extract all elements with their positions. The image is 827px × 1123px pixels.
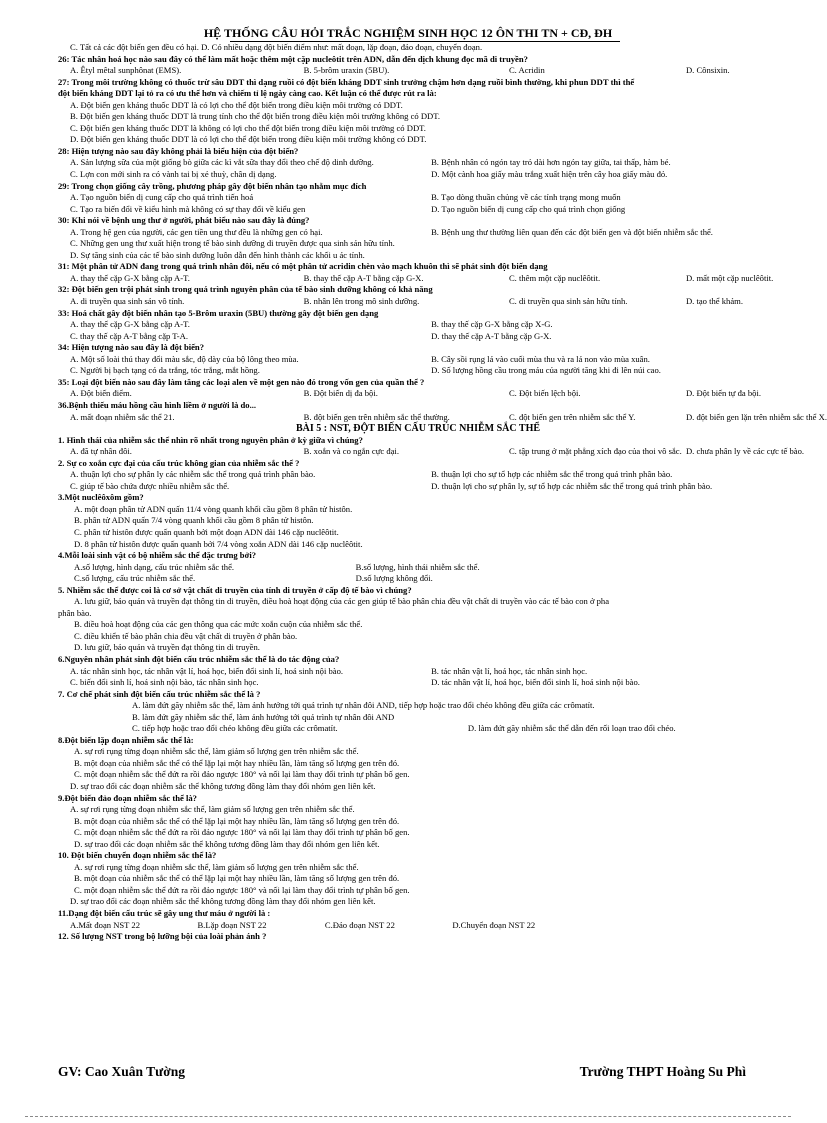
answer-row: [58, 65, 778, 77]
question-stem: 9.Đột biến đảo đoạn nhiễm sắc thể là?: [58, 792, 197, 803]
answer-option: C. một đoạn nhiễm sắc thể đứt ra rồi đảo ngược 180° và nối lại làm thay đổi trình tự phân bố gen.: [74, 769, 410, 780]
question-stem: 30: Khi nói về bệnh ung thư ở người, phát biểu nào sau đây là đúng?: [58, 215, 310, 226]
answer-option: A. thay thế cặp G-X bằng cặp A-T.: [70, 272, 190, 283]
question-list: [58, 42, 827, 943]
answer-option: B. nhân lên trong mô sinh dưỡng.: [303, 296, 420, 307]
answer-row: [58, 354, 778, 366]
answer-row: [58, 319, 778, 331]
answer-option: D. tác nhân vật lí, hoá học, biến đổi sinh lí, hoá sinh nội bào.: [431, 677, 640, 688]
answer-option: A. mất đoạn nhiễm sắc thể 21.: [70, 411, 175, 422]
answer-option: B. phân tử ADN quấn 7/4 vòng quanh khối cầu gồm 8 phân tử histôn.: [74, 515, 314, 526]
question-stem: 7. Cơ chế phát sinh đột biến cấu trúc nhiễm sắc thể là ?: [58, 688, 261, 699]
answer-option: C. Acridin: [508, 65, 545, 76]
question-stem: 1. Hình thái của nhiễm sắc thể nhìn rõ nhất trong nguyên phân ở kỳ giữa vì chúng?: [58, 434, 363, 445]
answer-option: A. Một số loài thú thay đổi màu sắc, độ dày của bộ lông theo mùa.: [70, 353, 299, 364]
footer-teacher: GV: Cao Xuân Tường: [58, 1064, 185, 1079]
answer-option: C. giúp tế bào chứa được nhiều nhiễm sắc thể.: [70, 480, 230, 491]
answer-option: A.số lượng, hình dạng, cấu trúc nhiễm sắc thể.: [74, 561, 235, 572]
answer-option: A. sự rơi rụng từng đoạn nhiễm sắc thể, làm giảm số lượng gen trên nhiễm sắc thể.: [74, 746, 359, 757]
answer-option: D. Một cành hoa giấy màu trắng xuất hiện trên cây hoa giấy màu đỏ.: [431, 169, 668, 180]
question-stem: 31: Một phân tử ADN đang trong quá trình nhân đôi, nếu có một phân tử acridin chèn vào mạch khuôn thì sẽ phát sinh đột biến dạng: [58, 261, 548, 272]
answer-option: C. đột biến gen trên nhiễm sắc thể Y.: [508, 411, 636, 422]
answer-option: B. Đột biến gen kháng thuốc DDT là trung tính cho thể đột biến trong điều kiện môi trường không có DDT.: [70, 111, 441, 122]
answer-option: A. di truyền qua sinh sản vô tính.: [70, 296, 185, 307]
answer-row: [58, 157, 778, 169]
question-stem: 27: Trong môi trường không có thuốc trừ sâu DDT thì dạng ruồi có đột biến kháng DDT sinh trưởng chậm hơn dạng ruồi bình thường, khi phun DDT thì thể: [58, 76, 635, 87]
answer-option: D. sự trao đổi các đoạn nhiễm sắc thể không tương đồng làm thay đổi nhóm gen liên kết.: [74, 838, 380, 849]
answer-row: [58, 227, 778, 239]
answer-row: [58, 169, 778, 181]
answer-option: B. một đoạn của nhiễm sắc thể có thể lặp lại một hay nhiều lần, làm tăng số lượng gen trên đó.: [74, 815, 400, 826]
answer-option: A. lưu giữ, bảo quản và truyền đạt thông tin di truyền, điều hoà hoạt động của các gen giúp tế bào phân chia đều vật chất di truyền vào các tế bào con ở pha: [74, 596, 610, 607]
answer-option: C. một đoạn nhiễm sắc thể đứt ra rồi đảo ngược 180° và nối lại làm thay đổi trình tự phân bố gen.: [74, 827, 410, 838]
answer-option: A. Đột biến gen kháng thuốc DDT là có lợi cho thể đột biến trong điều kiện môi trường có DDT.: [70, 99, 403, 110]
answer-option: C. Người bị bạch tạng có da trắng, tóc trắng, mắt hồng.: [70, 365, 260, 376]
answer-option: A. tác nhân sinh học, tác nhân vật lí, hoá học, biến đổi sinh lí, hoá sinh nội bào.: [70, 665, 344, 676]
answer-option: A. Trong hệ gen của người, các gen tiền ung thư đều là những gen có hại.: [70, 226, 323, 237]
answer-option: C. biến đổi sinh lí, hoá sinh nội bào, tác nhân sinh học.: [70, 677, 259, 688]
answer-option: C. tập trung ở mặt phẳng xích đạo của thoi vô sắc.: [508, 446, 682, 457]
answer-option: A.Mất đoạn NST 22: [70, 919, 141, 930]
answer-option: D. mất một cặp nuclêôtit.: [685, 272, 774, 283]
answer-option: C. Lợn con mới sinh ra có vành tai bị xẻ thuỳ, chân dị dạng.: [70, 169, 277, 180]
answer-row: [58, 388, 778, 400]
answer-option: B. Bệnh ung thư thường liên quan đến các đột biến gen và đột biến nhiễm sắc thể.: [431, 226, 713, 237]
answer-option: C. tiếp hợp hoặc trao đổi chéo không đều giữa các crômatít.: [132, 723, 338, 734]
answer-option: A. sự rơi rụng từng đoạn nhiễm sắc thể, làm giảm số lượng gen trên nhiễm sắc thể.: [70, 804, 355, 815]
answer-option: C. thay thế cặp A-T bằng cặp T-A.: [70, 330, 188, 341]
answer-row: [58, 365, 778, 377]
answer-option: B. Đột biến dị đa bội.: [303, 388, 378, 399]
answer-option: C. di truyền qua sinh sản hữu tính.: [508, 296, 628, 307]
answer-option: B. một đoạn của nhiễm sắc thể có thể lặp lại một hay nhiều lần, làm tăng số lượng gen trên đó.: [74, 757, 400, 768]
answer-option: D.số lượng không đổi.: [355, 573, 433, 584]
answer-row: [58, 331, 778, 343]
answer-row: [58, 920, 778, 932]
answer-row: [58, 573, 778, 585]
answer-option: D. 8 phân tử histôn được quấn quanh bởi 7/4 vòng xoắn ADN dài 146 cặp nuclêôtit.: [74, 538, 363, 549]
answer-option: C. Đột biến gen kháng thuốc DDT là không có lợi cho thể đột biến trong điều kiện môi trường có DDT.: [70, 122, 426, 133]
question-stem: 8.Đột biến lặp đoạn nhiễm sắc thể là:: [58, 734, 194, 745]
answer-option: D. sự trao đổi các đoạn nhiễm sắc thể không tương đồng làm thay đổi nhóm gen liên kết.: [70, 781, 376, 791]
answer-option: D. làm đứt gãy nhiễm sắc thể dẫn đến rối loạn trao đổi chéo.: [467, 723, 676, 734]
answer-option: D. tạo thể khảm.: [685, 296, 743, 307]
question-stem: 6.Nguyên nhân phát sinh đột biến cấu trúc nhiễm sắc thể là do tác động của?: [58, 653, 340, 664]
question-stem: 34: Hiện tượng nào sau đây là đột biến?: [58, 342, 205, 353]
answer-option: A. Sản lượng sữa của một giống bò giữa các kì vắt sữa thay đổi theo chế độ dinh dưỡng.: [70, 157, 374, 168]
answer-option: A. sự rơi rụng từng đoạn nhiễm sắc thể, làm giảm số lượng gen trên nhiễm sắc thể.: [74, 861, 359, 872]
answer-option: B. thay thế cặp A-T bằng cặp G-X.: [303, 272, 424, 283]
question-stem: 4.Mỗi loài sinh vật có bộ nhiễm sắc thể đặc trưng bởi?: [58, 550, 257, 561]
answer-option: A. thay thế cặp G-X bằng cặp A-T.: [70, 319, 190, 330]
answer-option: B. làm đứt gãy nhiễm sắc thể, làm ảnh hưởng tới quá trình tự nhân đôi AND: [132, 711, 395, 722]
answer-option: D. đột biến gen lặn trên nhiễm sắc thể X.: [685, 411, 827, 422]
answer-option: C. Tạo ra biến đổi về kiểu hình mà không có sự thay đổi về kiểu gen: [70, 203, 306, 214]
answer-row: [58, 192, 778, 204]
page-header: HỆ THỐNG CÂU HỎI TRẮC NGHIỆM SINH HỌC 12 ÔN THI TN + CĐ, ĐH: [203, 26, 613, 40]
answer-option: D. Sự tăng sinh của các tế bào sinh dưỡng luôn dẫn đến hình thành các khối u ác tính.: [70, 249, 365, 260]
answer-row: [58, 562, 778, 574]
answer-option: C. Đột biến lệch bội.: [508, 388, 581, 399]
question-stem: 12. Số lượng NST trong bộ lưỡng bội của loài phản ánh ?: [58, 931, 267, 942]
answer-option: D. lưu giữ, bảo quản và truyền đạt thông tin di truyền.: [74, 642, 260, 653]
answer-row: [58, 204, 778, 216]
section-title: BÀI 5 : NST, ĐỘT BIẾN CẤU TRÚC NHIỄM SẮC THỂ: [295, 423, 541, 435]
answer-option: C. Những gen ung thư xuất hiện trong tế bào sinh dưỡng di truyền được qua sinh sản hữu tính.: [70, 238, 395, 249]
answer-option: B. Tạo dòng thuần chủng về các tính trạng mong muốn: [431, 192, 621, 203]
answer-option: D. Cônsixin.: [685, 65, 730, 76]
answer-option: B. 5-brôm uraxin (5BU).: [303, 65, 390, 76]
answer-option: D. thay thế cặp A-T bằng cặp G-X.: [431, 330, 552, 341]
answer-option: B. Bệnh nhân có ngón tay trỏ dài hơn ngón tay giữa, tai thấp, hàm bé.: [431, 157, 671, 168]
answer-option: D. chưa phân ly về các cực tế bào.: [685, 446, 805, 457]
answer-option: D. Số lượng hồng cầu trong máu của người tăng khi đi lên núi cao.: [431, 365, 661, 376]
question-stem: 35: Loại đột biến nào sau đây làm tăng các loại alen về một gen nào đó trong vốn gen của quần thể ?: [58, 376, 425, 387]
question-stem: 3.Một nuclêôxôm gồm?: [58, 492, 144, 503]
answer-option: C. Tất cả các đột biến gen đều có hại. D. Có nhiều dạng đột biến điểm như: mất đoạn, lặp đoạn, đảo đoạn, chuyển đoạn.: [70, 42, 483, 52]
answer-option: D. sự trao đổi các đoạn nhiễm sắc thể không tương đồng làm thay đổi nhóm gen liên kết.: [70, 896, 376, 907]
question-stem: 29: Trong chọn giống cây trồng, phương pháp gây đột biến nhân tạo nhằm mục đích: [58, 180, 367, 191]
answer-option: A. Tạo nguồn biến dị cung cấp cho quá trình tiến hoá: [70, 192, 254, 203]
footer-rule: [25, 1116, 791, 1117]
question-stem: 26: Tác nhân hoá học nào sau đây có thể làm mất hoặc thêm một cặp nucleôtit trên ADN, dẫn đến dịch khung đọc mã di truyền?: [58, 53, 528, 64]
answer-option: A. một đoạn phân tử ADN quấn 11/4 vòng quanh khối cầu gồm 8 phân tử histôn.: [74, 503, 353, 514]
question-stem: 10. Đột biến chuyển đoạn nhiễm sắc thể là?: [58, 850, 217, 861]
answer-option: B.số lượng, hình thái nhiễm sắc thể.: [355, 561, 480, 572]
answer-row: [58, 666, 778, 678]
answer-row: [58, 677, 778, 689]
answer-row: [58, 273, 778, 285]
answer-option: D. Tạo nguồn biến dị cung cấp cho quá trình chọn giống: [431, 203, 626, 214]
answer-option: A. Đột biến điểm.: [70, 388, 132, 399]
answer-row: [58, 446, 805, 458]
answer-option: D. thuận lợi cho sự phân ly, sự tổ hợp các nhiễm sắc thể trong quá trình phân bào.: [431, 480, 713, 491]
answer-row: [58, 411, 827, 424]
answer-option: B. đột biến gen trên nhiễm sắc thể thường.: [303, 411, 450, 422]
question-stem: 33: Hoá chất gây đột biến nhân tạo 5-Brôm uraxin (5BU) thường gây đột biến gen dạng: [58, 307, 379, 318]
answer-continuation: phân bào.: [58, 607, 92, 618]
answer-option: C.Đảo đoạn NST 22: [324, 919, 395, 930]
answer-option: C. phân tử histôn được quấn quanh bởi một đoạn ADN dài 146 cặp nuclêôtit.: [74, 526, 339, 537]
answer-option: B. một đoạn của nhiễm sắc thể có thể lặp lại một hay nhiều lần, làm tăng số lượng gen trên đó.: [74, 873, 400, 884]
answer-option: B. xoắn và co ngắn cực đại.: [303, 446, 399, 457]
question-stem: 36.Bệnh thiếu máu hồng cầu hình liềm ở người là do...: [58, 399, 257, 410]
question-stem: đột biến kháng DDT lại tỏ ra có ưu thế hơn và chiếm tỉ lệ ngày càng cao. Kết luận có thể được rút ra là:: [58, 88, 437, 99]
question-stem: 32: Đột biến gen trội phát sinh trong quá trình nguyên phân của tế bào sinh dưỡng không có khả năng: [58, 284, 433, 295]
answer-option: A. làm đứt gãy nhiễm sắc thể, làm ảnh hưởng tới quá trình tự nhân đôi AND, tiếp hợp hoặc trao đổi chéo không đều giữa các crômatít.: [132, 700, 595, 711]
answer-option: C. thêm một cặp nuclêôtit.: [508, 272, 601, 283]
answer-option: B. thuận lợi cho sự tổ hợp các nhiễm sắc thể trong quá trình phân bào.: [431, 469, 673, 480]
answer-option: B. thay thế cặp G-X bằng cặp X-G.: [431, 319, 553, 330]
answer-option: A. Êtyl mêtal sunphônat (EMS).: [70, 65, 182, 76]
answer-option: B. Cây sồi rụng lá vào cuối mùa thu và ra lá non vào mùa xuân.: [431, 353, 650, 364]
answer-option: A. đã tự nhân đôi.: [70, 446, 132, 457]
question-stem: 28: Hiện tượng nào sau đây không phải là biểu hiện của đột biến?: [58, 145, 299, 156]
question-stem: 2. Sự co xoắn cực đại của cấu trúc không gian của nhiễm sắc thể ?: [58, 457, 300, 468]
answer-row: [58, 469, 778, 481]
answer-row: [58, 723, 778, 735]
answer-option: D. Đột biến tự đa bội.: [685, 388, 762, 399]
question-stem: 11.Dạng đột biến cấu trúc sẽ gây ung thư máu ở người là :: [58, 908, 271, 919]
answer-option: C. điều khiển tế bào phân chia đều vật chất di truyền ở phân bào.: [74, 630, 298, 641]
answer-row: [58, 296, 778, 308]
answer-option: D. Đột biến gen kháng thuốc DDT là có lợi cho thể đột biến trong điều kiện môi trường không có DDT.: [70, 134, 427, 145]
answer-row: [58, 481, 778, 493]
question-stem: 5. Nhiễm sắc thể được coi là cơ sở vật chất di truyền của tính di truyền ở cấp độ tế bào vì chúng?: [58, 584, 412, 595]
answer-option: B. tác nhân vật lí, hoá học, tác nhân sinh học.: [431, 665, 588, 676]
answer-option: B. điều hoà hoạt động của các gen thông qua các mức xoắn cuộn của nhiễm sắc thể.: [74, 619, 363, 630]
answer-option: B.Lặp đoạn NST 22: [197, 919, 267, 930]
answer-option: A. thuận lợi cho sự phân ly các nhiễm sắc thể trong quá trình phân bào.: [70, 469, 316, 480]
answer-option: D.Chuyển đoạn NST 22: [452, 919, 536, 930]
footer-school: Trường THPT Hoàng Su Phì: [579, 1064, 746, 1079]
answer-option: C.số lượng, cấu trúc nhiễm sắc thể.: [74, 573, 196, 584]
answer-option: C. một đoạn nhiễm sắc thể đứt ra rồi đảo ngược 180° và nối lại làm thay đổi trình tự phân bố gen.: [74, 884, 410, 895]
